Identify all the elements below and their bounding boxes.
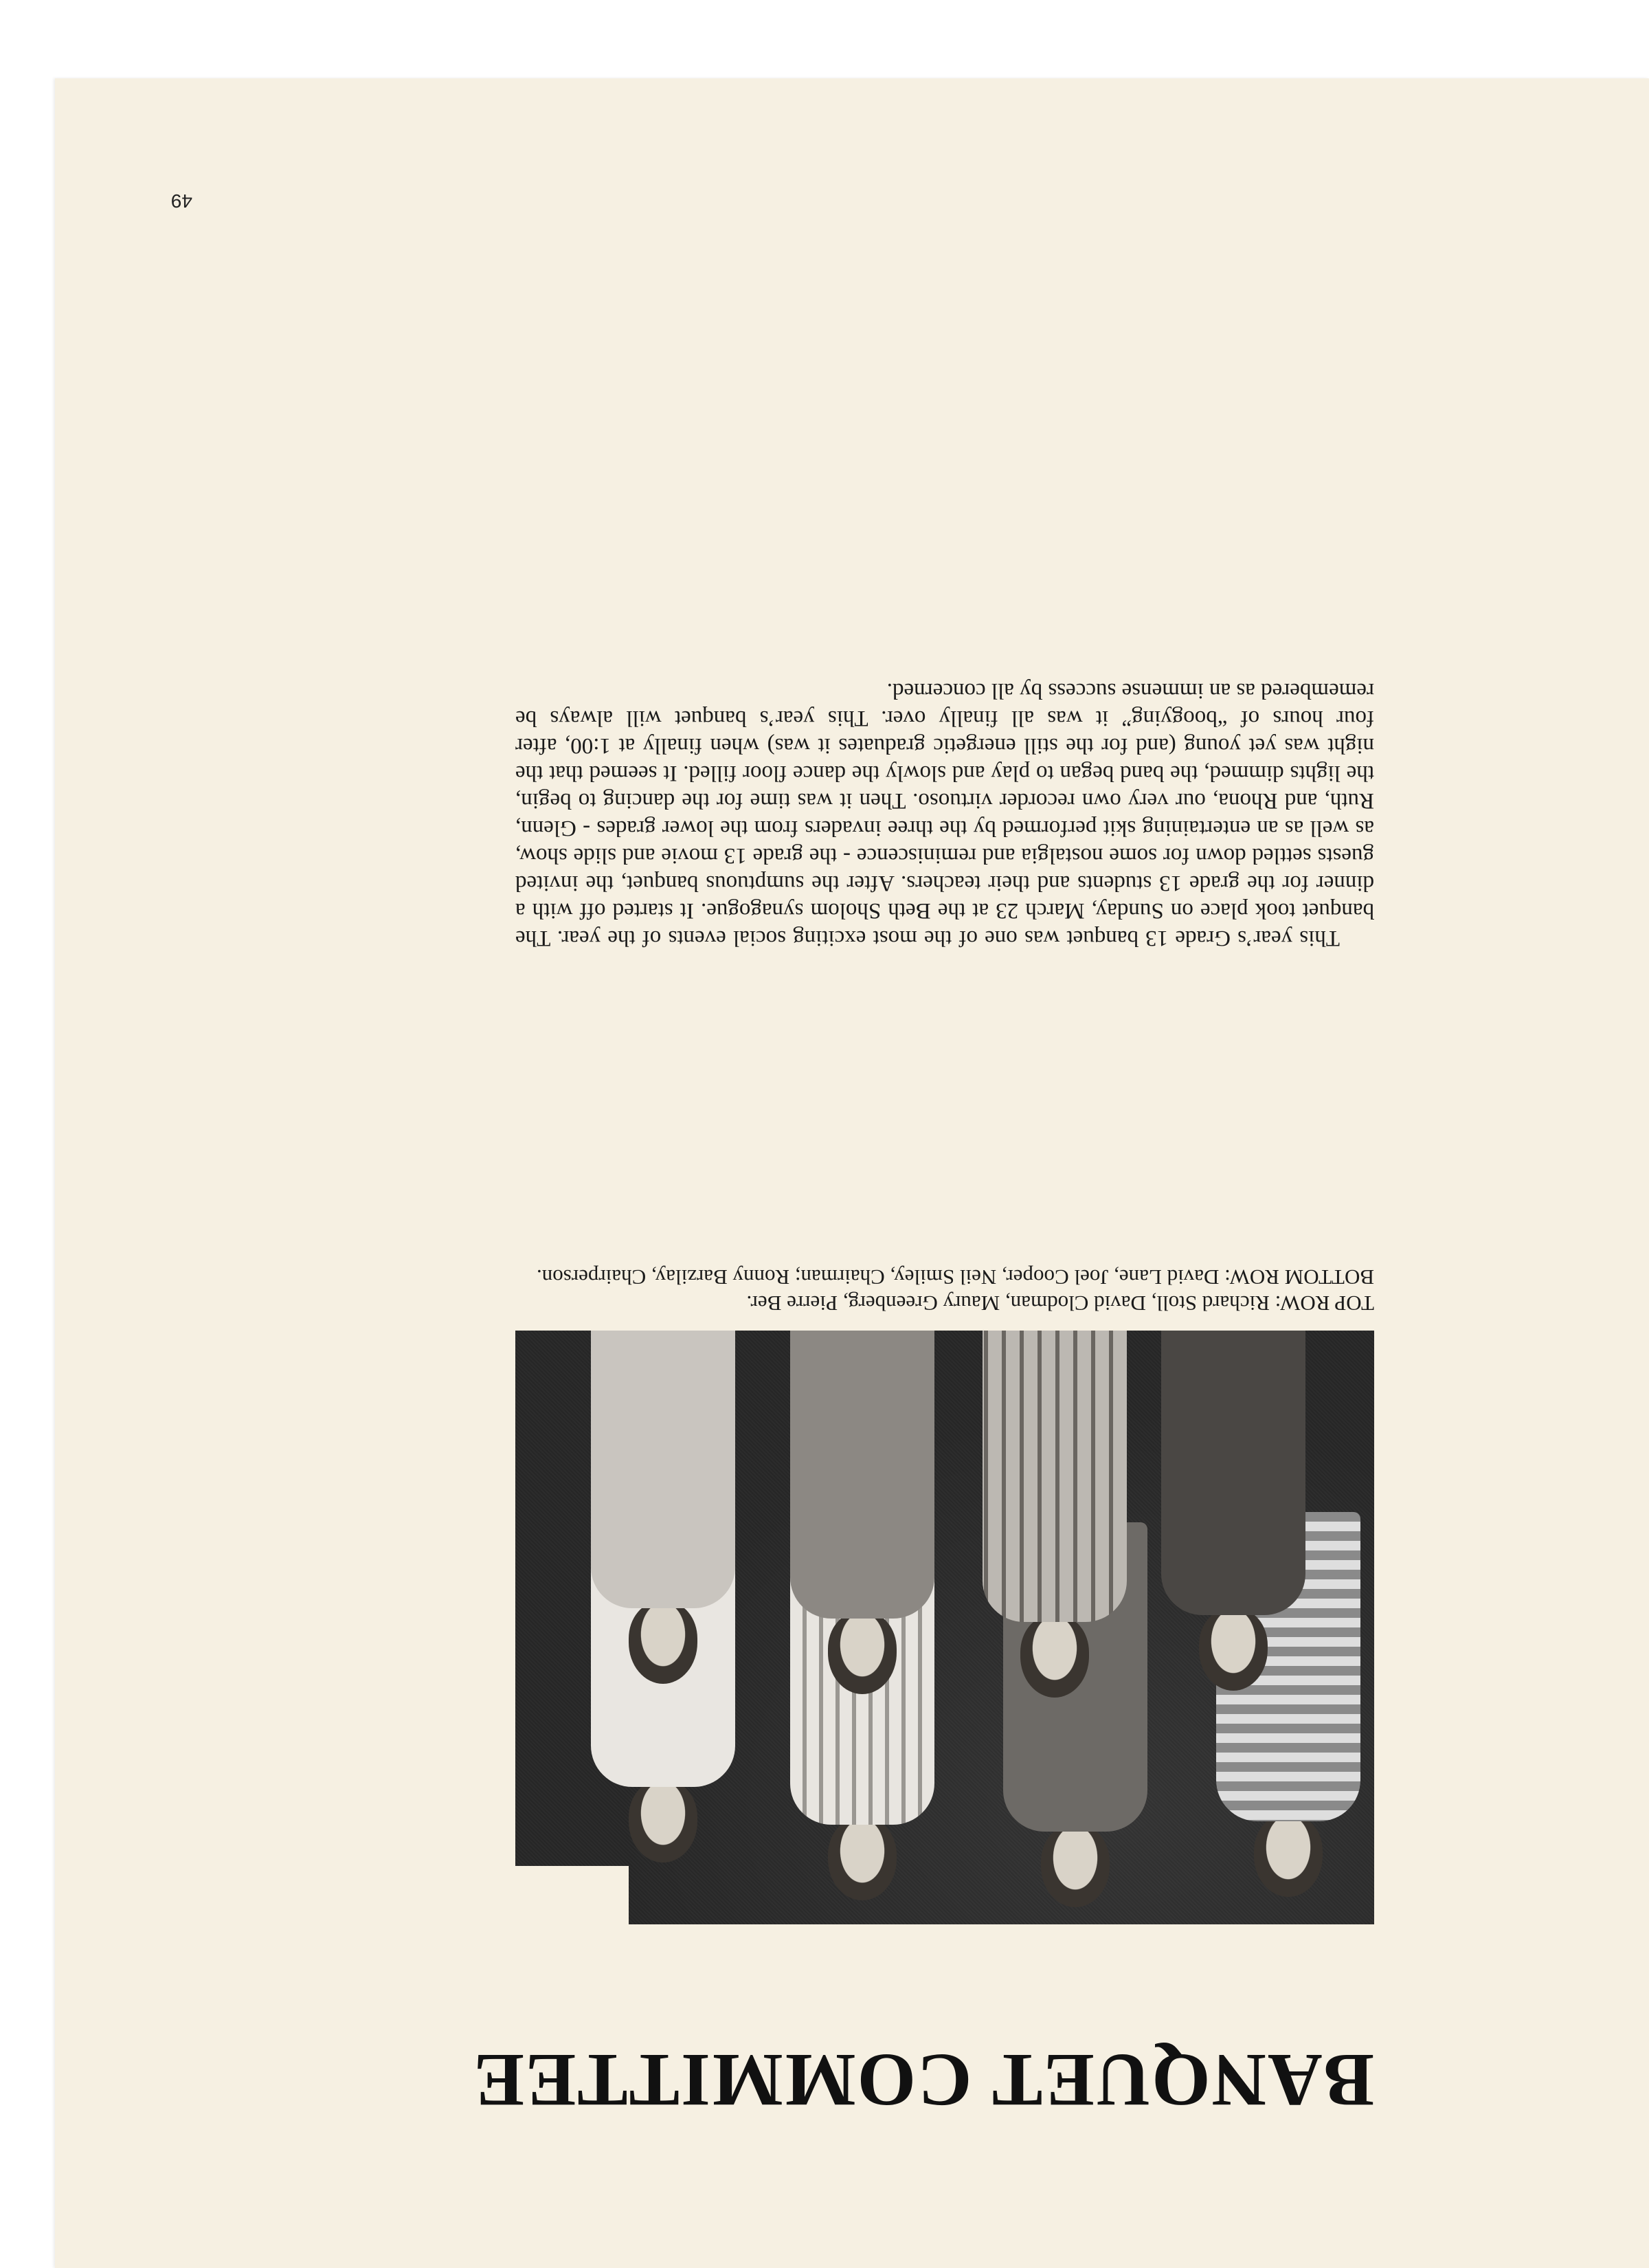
paper-sheet (55, 78, 1649, 2268)
group-photo (515, 1331, 1374, 1924)
rotated-content (55, 78, 1649, 2268)
caption-bottom-row: BOTTOM ROW: David Lane, Joel Cooper, Neil Smiley, Chairman; Ronny Barzilay, Chairperson. (536, 1265, 1374, 1289)
photo-caption (502, 1264, 1374, 1316)
photo-person (1161, 1331, 1305, 1691)
page-number: 49 (170, 190, 192, 212)
photo-person (790, 1331, 934, 1694)
page-title: BANQUET COMMITTEE (472, 2038, 1374, 2122)
photo-person (983, 1331, 1127, 1698)
article-body: This year’s Grade 13 banquet was one of the most exciting social events of the year. The banquet took place on Sunday, March 23 at the Beth Sholom synagogue. It started off with a dinner for the grade 13 students and their teachers. After the sumptuous banquet, the invited guests settled down for some nostalgia and reminiscence - the grade 13 movie and slide show, as well as an entertaining skit performed by the three invaders from the lower grades - Glenn, Ruth, and Rhona, our very own recorder virtuoso. Then it was time for the dancing to begin, the lights dimmed, the band began to play and slowly the dance floor filled. It seemed that the night was yet young (and for the still energetic graduates it was) when finally at 1:00, after four hours of “boogying” it was all finally over. This year’s banquet will always be remembered as an immense success by all concerned. (515, 678, 1374, 950)
photo-person (591, 1331, 735, 1684)
caption-top-row: TOP ROW: Richard Stoll, David Clodman, Maury Greenberg, Pierre Ber. (746, 1291, 1374, 1315)
photo-corner-cutout (515, 1866, 629, 1924)
